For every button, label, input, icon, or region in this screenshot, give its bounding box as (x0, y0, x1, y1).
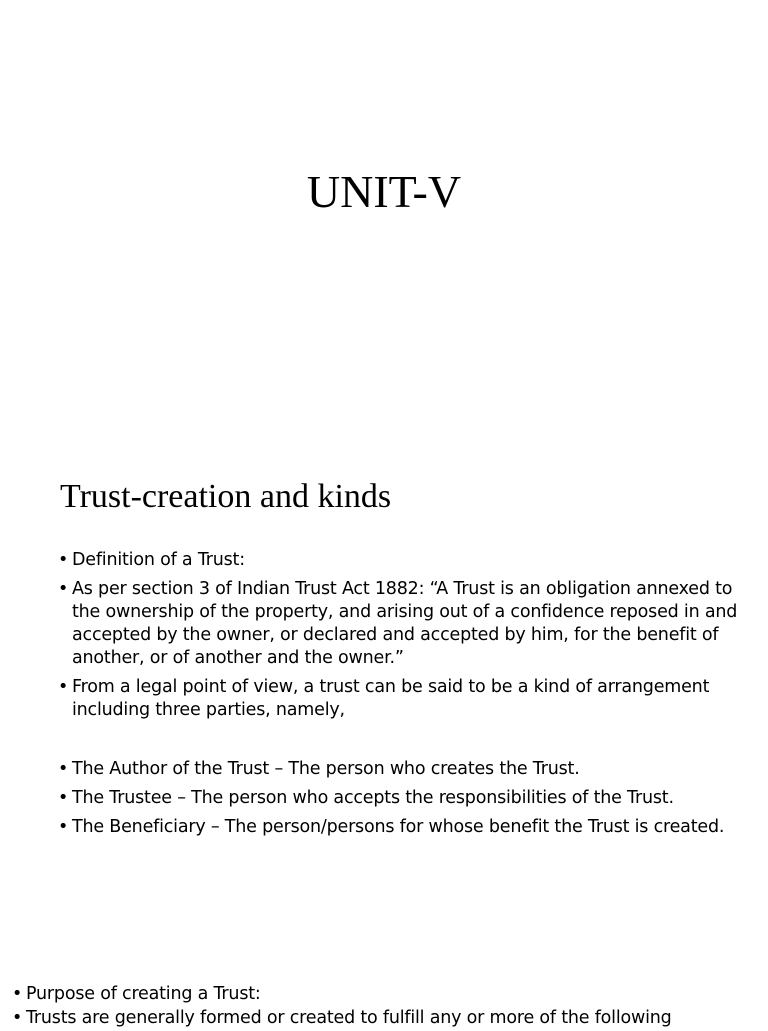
slide-trust-purpose (0, 932, 768, 1028)
slide-trust-creation (0, 432, 768, 932)
bullet-item (58, 787, 738, 810)
bullet-item (58, 549, 738, 572)
bullet-text: From a legal point of view, a trust can be said to be a kind of arrangement including three parties, namely, (72, 677, 710, 720)
bullet-text: The Trustee – The person who accepts the responsibilities of the Trust. (72, 788, 674, 808)
slide-unit-title (0, 0, 768, 432)
bullet-icon: • (58, 579, 69, 599)
definition-bullet-list (58, 549, 738, 728)
bullet-icon: • (12, 1008, 23, 1028)
bullet-icon: • (58, 788, 69, 808)
bullet-item (58, 758, 738, 781)
bullet-icon: • (12, 984, 23, 1004)
bullet-text: Purpose of creating a Trust: (26, 984, 261, 1004)
bullet-item (58, 578, 738, 670)
bullet-icon: • (58, 759, 69, 779)
bullet-item (58, 816, 738, 839)
unit-title: UNIT-V (306, 166, 462, 217)
bullet-icon: • (58, 817, 69, 837)
bullet-text: The Beneficiary – The person/persons for whose benefit the Trust is created. (72, 817, 725, 837)
bullet-item (58, 676, 738, 722)
bullet-text: The Author of the Trust – The person who creates the Trust. (72, 759, 580, 779)
bullet-text: Definition of a Trust: (72, 550, 245, 570)
bullet-text: As per section 3 of Indian Trust Act 1882: “A Trust is an obligation annexed to the ownership of the property, and arising out of a confidence reposed in and accepted by the owner, or declared and accepted by him, for the benefit of another, or of another and the owner.” (72, 579, 738, 668)
parties-bullet-list (58, 758, 738, 845)
bullet-icon: • (58, 550, 69, 570)
section-title: Trust-creation and kinds (60, 478, 392, 515)
bullet-item (12, 983, 752, 1006)
bullet-icon: • (58, 677, 69, 697)
bullet-item (12, 1007, 752, 1030)
bullet-text: Trusts are generally formed or created to fulfill any or more of the following (26, 1008, 672, 1028)
